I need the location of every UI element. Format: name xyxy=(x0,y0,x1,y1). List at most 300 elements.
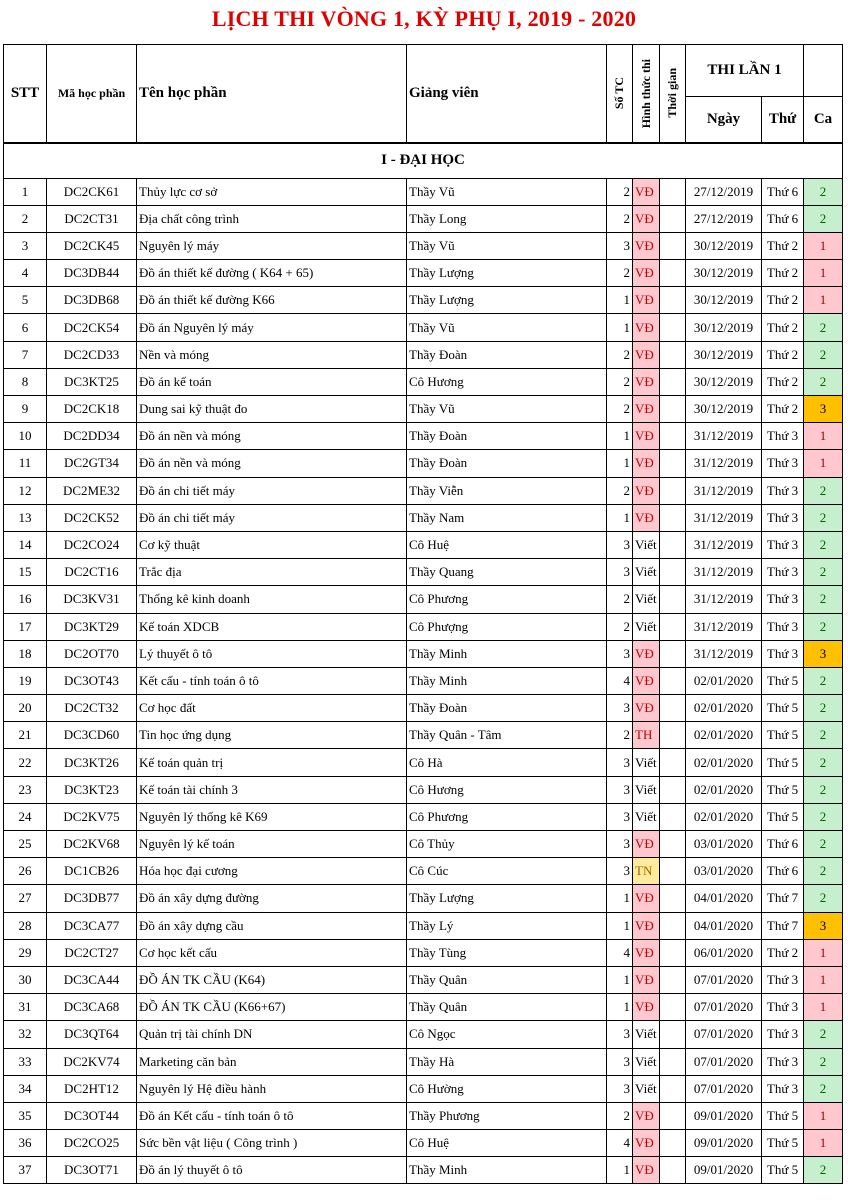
table-row xyxy=(4,695,843,722)
cell-giang-vien: Thầy Lượng xyxy=(407,287,607,314)
cell-so-tc: 1 xyxy=(607,423,633,450)
cell-thu: Thứ 2 xyxy=(762,939,804,966)
cell-ca: 1 xyxy=(804,450,843,477)
cell-ca: 2 xyxy=(804,885,843,912)
cell-giang-vien: Thầy Đoàn xyxy=(407,450,607,477)
cell-ngay: 31/12/2019 xyxy=(686,531,762,558)
cell-ma-hoc-phan: DC2KV68 xyxy=(47,831,137,858)
cell-thoi-gian xyxy=(660,831,686,858)
cell-hinh-thuc-thi: VĐ xyxy=(633,885,660,912)
cell-so-tc: 2 xyxy=(607,205,633,232)
cell-ca: 2 xyxy=(804,477,843,504)
cell-thoi-gian xyxy=(660,1157,686,1184)
cell-ma-hoc-phan: DC1CB26 xyxy=(47,858,137,885)
cell-thoi-gian xyxy=(660,776,686,803)
cell-stt: 6 xyxy=(4,314,47,341)
cell-so-tc: 1 xyxy=(607,885,633,912)
header-giang-vien: Giảng viên xyxy=(407,45,607,143)
cell-stt: 15 xyxy=(4,559,47,586)
cell-giang-vien: Cô Phượng xyxy=(407,613,607,640)
cell-ngay: 31/12/2019 xyxy=(686,586,762,613)
cell-hinh-thuc-thi: VĐ xyxy=(633,341,660,368)
table-row xyxy=(4,1048,843,1075)
cell-ca: 2 xyxy=(804,341,843,368)
cell-so-tc: 3 xyxy=(607,1075,633,1102)
cell-thu: Thứ 7 xyxy=(762,912,804,939)
cell-thu: Thứ 3 xyxy=(762,1048,804,1075)
cell-so-tc: 2 xyxy=(607,586,633,613)
cell-thoi-gian xyxy=(660,1048,686,1075)
cell-thu: Thứ 2 xyxy=(762,287,804,314)
cell-ma-hoc-phan: DC3OT43 xyxy=(47,667,137,694)
cell-hinh-thuc-thi: Viết xyxy=(633,1021,660,1048)
table-row xyxy=(4,314,843,341)
cell-ma-hoc-phan: DC3OT71 xyxy=(47,1157,137,1184)
cell-ca: 2 xyxy=(804,1021,843,1048)
table-row xyxy=(4,749,843,776)
cell-ten-hoc-phan: Đồ án kế toán xyxy=(137,368,407,395)
cell-stt: 27 xyxy=(4,885,47,912)
cell-stt: 8 xyxy=(4,368,47,395)
table-row xyxy=(4,178,843,205)
cell-ngay: 09/01/2020 xyxy=(686,1157,762,1184)
cell-ma-hoc-phan: DC2CO24 xyxy=(47,531,137,558)
cell-thu: Thứ 5 xyxy=(762,1157,804,1184)
cell-ten-hoc-phan: Nền và móng xyxy=(137,341,407,368)
cell-giang-vien: Thầy Minh xyxy=(407,640,607,667)
cell-ma-hoc-phan: DC3KV31 xyxy=(47,586,137,613)
cell-thu: Thứ 3 xyxy=(762,477,804,504)
cell-hinh-thuc-thi: Viết xyxy=(633,1075,660,1102)
cell-hinh-thuc-thi: VĐ xyxy=(633,1130,660,1157)
cell-ten-hoc-phan: Nguyên lý thống kê K69 xyxy=(137,803,407,830)
cell-so-tc: 1 xyxy=(607,287,633,314)
cell-hinh-thuc-thi: VĐ xyxy=(633,912,660,939)
cell-ten-hoc-phan: Nguyên lý kế toán xyxy=(137,831,407,858)
cell-thu: Thứ 3 xyxy=(762,559,804,586)
table-body xyxy=(4,143,843,1184)
cell-ten-hoc-phan: Kế toán XDCB xyxy=(137,613,407,640)
cell-so-tc: 4 xyxy=(607,1130,633,1157)
cell-thoi-gian xyxy=(660,205,686,232)
cell-stt: 29 xyxy=(4,939,47,966)
cell-stt: 10 xyxy=(4,423,47,450)
cell-hinh-thuc-thi: VĐ xyxy=(633,423,660,450)
cell-ten-hoc-phan: Đồ án nền và móng xyxy=(137,450,407,477)
cell-giang-vien: Thầy Long xyxy=(407,205,607,232)
cell-thoi-gian xyxy=(660,1075,686,1102)
cell-thu: Thứ 6 xyxy=(762,205,804,232)
cell-so-tc: 3 xyxy=(607,831,633,858)
cell-hinh-thuc-thi: Viết xyxy=(633,1048,660,1075)
cell-ngay: 02/01/2020 xyxy=(686,749,762,776)
cell-hinh-thuc-thi: VĐ xyxy=(633,1102,660,1129)
cell-hinh-thuc-thi: VĐ xyxy=(633,314,660,341)
cell-ca: 1 xyxy=(804,287,843,314)
cell-thoi-gian xyxy=(660,232,686,259)
cell-ma-hoc-phan: DC3DB68 xyxy=(47,287,137,314)
cell-so-tc: 3 xyxy=(607,1021,633,1048)
cell-ma-hoc-phan: DC3KT23 xyxy=(47,776,137,803)
cell-thoi-gian xyxy=(660,423,686,450)
cell-ca: 2 xyxy=(804,531,843,558)
cell-thu: Thứ 7 xyxy=(762,885,804,912)
cell-stt: 37 xyxy=(4,1157,47,1184)
cell-giang-vien: Thầy Vũ xyxy=(407,232,607,259)
cell-ma-hoc-phan: DC3CD60 xyxy=(47,722,137,749)
cell-ngay: 07/01/2020 xyxy=(686,1075,762,1102)
cell-ma-hoc-phan: DC3KT29 xyxy=(47,613,137,640)
cell-ca: 1 xyxy=(804,966,843,993)
cell-stt: 22 xyxy=(4,749,47,776)
header-blank xyxy=(804,45,843,97)
table-row xyxy=(4,423,843,450)
cell-giang-vien: Cô Hương xyxy=(407,776,607,803)
cell-hinh-thuc-thi: VĐ xyxy=(633,640,660,667)
cell-giang-vien: Thầy Viễn xyxy=(407,477,607,504)
table-row xyxy=(4,885,843,912)
table-row xyxy=(4,1075,843,1102)
cell-ma-hoc-phan: DC2DD34 xyxy=(47,423,137,450)
cell-hinh-thuc-thi: VĐ xyxy=(633,178,660,205)
cell-ngay: 02/01/2020 xyxy=(686,695,762,722)
table-row xyxy=(4,667,843,694)
cell-ten-hoc-phan: Hóa học đại cương xyxy=(137,858,407,885)
cell-stt: 23 xyxy=(4,776,47,803)
cell-ca: 2 xyxy=(804,314,843,341)
cell-ngay: 30/12/2019 xyxy=(686,396,762,423)
cell-thoi-gian xyxy=(660,260,686,287)
cell-ca: 2 xyxy=(804,1048,843,1075)
header-thi-lan-1: THI LẦN 1 xyxy=(686,45,804,97)
cell-so-tc: 1 xyxy=(607,1157,633,1184)
cell-hinh-thuc-thi: VĐ xyxy=(633,831,660,858)
cell-ca: 2 xyxy=(804,803,843,830)
cell-stt: 12 xyxy=(4,477,47,504)
cell-hinh-thuc-thi: VĐ xyxy=(633,1157,660,1184)
cell-giang-vien: Thầy Đoàn xyxy=(407,341,607,368)
cell-thu: Thứ 5 xyxy=(762,803,804,830)
cell-hinh-thuc-thi: Viết xyxy=(633,749,660,776)
cell-ca: 1 xyxy=(804,939,843,966)
cell-ma-hoc-phan: DC3KT25 xyxy=(47,368,137,395)
header-thu: Thứ xyxy=(762,97,804,143)
cell-so-tc: 3 xyxy=(607,531,633,558)
cell-stt: 5 xyxy=(4,287,47,314)
cell-ten-hoc-phan: Dung sai kỹ thuật đo xyxy=(137,396,407,423)
cell-ngay: 09/01/2020 xyxy=(686,1130,762,1157)
table-row xyxy=(4,287,843,314)
cell-hinh-thuc-thi: VĐ xyxy=(633,939,660,966)
header-stt: STT xyxy=(4,45,47,143)
cell-ngay: 02/01/2020 xyxy=(686,776,762,803)
section-title: I - ĐẠI HỌC xyxy=(4,143,843,179)
cell-stt: 31 xyxy=(4,994,47,1021)
cell-hinh-thuc-thi: TN xyxy=(633,858,660,885)
cell-thoi-gian xyxy=(660,504,686,531)
cell-ten-hoc-phan: Cơ học đất xyxy=(137,695,407,722)
table-row xyxy=(4,450,843,477)
table-row xyxy=(4,912,843,939)
cell-so-tc: 4 xyxy=(607,939,633,966)
cell-thu: Thứ 3 xyxy=(762,1075,804,1102)
cell-hinh-thuc-thi: VĐ xyxy=(633,205,660,232)
cell-thoi-gian xyxy=(660,640,686,667)
table-row xyxy=(4,341,843,368)
table-row xyxy=(4,260,843,287)
cell-thoi-gian xyxy=(660,722,686,749)
cell-stt: 17 xyxy=(4,613,47,640)
table-row xyxy=(4,531,843,558)
cell-ten-hoc-phan: Nguyên lý máy xyxy=(137,232,407,259)
cell-so-tc: 2 xyxy=(607,368,633,395)
cell-ca: 1 xyxy=(804,423,843,450)
cell-thoi-gian xyxy=(660,178,686,205)
cell-so-tc: 1 xyxy=(607,912,633,939)
header-so-tc: Số TC xyxy=(607,45,633,143)
cell-ma-hoc-phan: DC2CK45 xyxy=(47,232,137,259)
cell-stt: 33 xyxy=(4,1048,47,1075)
table-row xyxy=(4,559,843,586)
cell-thu: Thứ 3 xyxy=(762,531,804,558)
cell-ca: 1 xyxy=(804,1102,843,1129)
cell-stt: 18 xyxy=(4,640,47,667)
cell-stt: 32 xyxy=(4,1021,47,1048)
header-ma-hoc-phan: Mã học phần xyxy=(47,45,137,143)
cell-stt: 9 xyxy=(4,396,47,423)
cell-thu: Thứ 6 xyxy=(762,858,804,885)
cell-hinh-thuc-thi: VĐ xyxy=(633,994,660,1021)
section-row xyxy=(4,143,843,179)
cell-ten-hoc-phan: Trắc địa xyxy=(137,559,407,586)
cell-hinh-thuc-thi: VĐ xyxy=(633,695,660,722)
cell-so-tc: 1 xyxy=(607,314,633,341)
cell-ma-hoc-phan: DC2ME32 xyxy=(47,477,137,504)
cell-giang-vien: Thầy Quân xyxy=(407,994,607,1021)
cell-giang-vien: Thầy Đoàn xyxy=(407,423,607,450)
cell-thu: Thứ 2 xyxy=(762,341,804,368)
cell-ten-hoc-phan: Sức bền vật liệu ( Công trình ) xyxy=(137,1130,407,1157)
cell-ten-hoc-phan: Kết cấu - tính toán ô tô xyxy=(137,667,407,694)
cell-ma-hoc-phan: DC3CA44 xyxy=(47,966,137,993)
table-row xyxy=(4,939,843,966)
cell-hinh-thuc-thi: Viết xyxy=(633,613,660,640)
cell-giang-vien: Thầy Quang xyxy=(407,559,607,586)
cell-ca: 2 xyxy=(804,613,843,640)
cell-so-tc: 2 xyxy=(607,722,633,749)
cell-thu: Thứ 5 xyxy=(762,1102,804,1129)
cell-thu: Thứ 2 xyxy=(762,368,804,395)
cell-so-tc: 3 xyxy=(607,559,633,586)
cell-giang-vien: Cô Hương xyxy=(407,368,607,395)
cell-stt: 36 xyxy=(4,1130,47,1157)
cell-giang-vien: Thầy Đoàn xyxy=(407,695,607,722)
cell-stt: 16 xyxy=(4,586,47,613)
cell-ngay: 27/12/2019 xyxy=(686,178,762,205)
cell-ngay: 04/01/2020 xyxy=(686,912,762,939)
cell-so-tc: 3 xyxy=(607,858,633,885)
cell-thoi-gian xyxy=(660,1021,686,1048)
cell-stt: 2 xyxy=(4,205,47,232)
cell-ma-hoc-phan: DC2CD33 xyxy=(47,341,137,368)
cell-ngay: 07/01/2020 xyxy=(686,966,762,993)
table-row xyxy=(4,722,843,749)
cell-ma-hoc-phan: DC2CT31 xyxy=(47,205,137,232)
cell-giang-vien: Cô Cúc xyxy=(407,858,607,885)
cell-hinh-thuc-thi: Viết xyxy=(633,586,660,613)
cell-ma-hoc-phan: DC2CT16 xyxy=(47,559,137,586)
cell-so-tc: 2 xyxy=(607,396,633,423)
cell-ngay: 09/01/2020 xyxy=(686,1102,762,1129)
cell-stt: 19 xyxy=(4,667,47,694)
cell-thu: Thứ 5 xyxy=(762,1130,804,1157)
cell-ten-hoc-phan: Nguyên lý Hệ điều hành xyxy=(137,1075,407,1102)
cell-thu: Thứ 5 xyxy=(762,695,804,722)
cell-stt: 21 xyxy=(4,722,47,749)
cell-thu: Thứ 3 xyxy=(762,640,804,667)
cell-ten-hoc-phan: Đồ án chi tiết máy xyxy=(137,504,407,531)
cell-so-tc: 2 xyxy=(607,477,633,504)
cell-hinh-thuc-thi: Viết xyxy=(633,559,660,586)
cell-giang-vien: Thầy Lý xyxy=(407,912,607,939)
cell-ma-hoc-phan: DC2KV75 xyxy=(47,803,137,830)
cell-stt: 24 xyxy=(4,803,47,830)
table-row xyxy=(4,1130,843,1157)
cell-ten-hoc-phan: Quản trị tài chính DN xyxy=(137,1021,407,1048)
cell-ten-hoc-phan: Cơ học kết cấu xyxy=(137,939,407,966)
cell-ca: 3 xyxy=(804,396,843,423)
cell-ma-hoc-phan: DC3OT44 xyxy=(47,1102,137,1129)
cell-so-tc: 1 xyxy=(607,966,633,993)
cell-ca: 1 xyxy=(804,260,843,287)
cell-thoi-gian xyxy=(660,667,686,694)
cell-thoi-gian xyxy=(660,966,686,993)
cell-giang-vien: Cô Phương xyxy=(407,803,607,830)
cell-ma-hoc-phan: DC2CT27 xyxy=(47,939,137,966)
cell-thoi-gian xyxy=(660,341,686,368)
table-row xyxy=(4,640,843,667)
cell-hinh-thuc-thi: VĐ xyxy=(633,260,660,287)
cell-stt: 7 xyxy=(4,341,47,368)
cell-hinh-thuc-thi: VĐ xyxy=(633,287,660,314)
cell-ma-hoc-phan: DC3CA77 xyxy=(47,912,137,939)
cell-ma-hoc-phan: DC2CO25 xyxy=(47,1130,137,1157)
header-ca: Ca xyxy=(804,97,843,143)
cell-ca: 2 xyxy=(804,749,843,776)
cell-thoi-gian xyxy=(660,531,686,558)
cell-thu: Thứ 5 xyxy=(762,667,804,694)
cell-thoi-gian xyxy=(660,749,686,776)
cell-so-tc: 3 xyxy=(607,776,633,803)
cell-ma-hoc-phan: DC3KT26 xyxy=(47,749,137,776)
cell-stt: 30 xyxy=(4,966,47,993)
cell-so-tc: 2 xyxy=(607,341,633,368)
cell-ca: 2 xyxy=(804,178,843,205)
cell-ten-hoc-phan: Kế toán quản trị xyxy=(137,749,407,776)
cell-giang-vien: Thầy Lượng xyxy=(407,260,607,287)
cell-hinh-thuc-thi: VĐ xyxy=(633,368,660,395)
table-row xyxy=(4,831,843,858)
cell-ten-hoc-phan: Thống kê kinh doanh xyxy=(137,586,407,613)
cell-ngay: 07/01/2020 xyxy=(686,994,762,1021)
cell-ma-hoc-phan: DC2CK54 xyxy=(47,314,137,341)
cell-thoi-gian xyxy=(660,858,686,885)
cell-thoi-gian xyxy=(660,885,686,912)
cell-ten-hoc-phan: Lý thuyết ô tô xyxy=(137,640,407,667)
cell-thu: Thứ 2 xyxy=(762,260,804,287)
cell-thu: Thứ 3 xyxy=(762,504,804,531)
cell-giang-vien: Cô Thủy xyxy=(407,831,607,858)
cell-so-tc: 1 xyxy=(607,504,633,531)
cell-so-tc: 3 xyxy=(607,640,633,667)
cell-thu: Thứ 2 xyxy=(762,314,804,341)
table-row xyxy=(4,613,843,640)
cell-ma-hoc-phan: DC2CK61 xyxy=(47,178,137,205)
cell-ten-hoc-phan: Kế toán tài chính 3 xyxy=(137,776,407,803)
cell-ma-hoc-phan: DC3CA68 xyxy=(47,994,137,1021)
cell-giang-vien: Thầy Phương xyxy=(407,1102,607,1129)
cell-so-tc: 3 xyxy=(607,695,633,722)
cell-hinh-thuc-thi: Viết xyxy=(633,776,660,803)
cell-ma-hoc-phan: DC2CK52 xyxy=(47,504,137,531)
cell-giang-vien: Cô Huệ xyxy=(407,1130,607,1157)
cell-ca: 2 xyxy=(804,504,843,531)
cell-ngay: 03/01/2020 xyxy=(686,831,762,858)
cell-ngay: 27/12/2019 xyxy=(686,205,762,232)
cell-ten-hoc-phan: Đồ án lý thuyết ô tô xyxy=(137,1157,407,1184)
cell-ma-hoc-phan: DC3DB77 xyxy=(47,885,137,912)
cell-giang-vien: Cô Phương xyxy=(407,586,607,613)
cell-thu: Thứ 3 xyxy=(762,450,804,477)
cell-giang-vien: Thầy Nam xyxy=(407,504,607,531)
cell-thoi-gian xyxy=(660,1130,686,1157)
cell-ngay: 30/12/2019 xyxy=(686,314,762,341)
cell-ngay: 06/01/2020 xyxy=(686,939,762,966)
cell-so-tc: 3 xyxy=(607,749,633,776)
cell-ca: 2 xyxy=(804,858,843,885)
cell-stt: 3 xyxy=(4,232,47,259)
cell-ngay: 02/01/2020 xyxy=(686,803,762,830)
cell-ca: 2 xyxy=(804,667,843,694)
cell-ca: 2 xyxy=(804,1157,843,1184)
cell-ten-hoc-phan: ĐỒ ÁN TK CẦU (K66+67) xyxy=(137,994,407,1021)
header-ngay: Ngày xyxy=(686,97,762,143)
table-row xyxy=(4,205,843,232)
table-row xyxy=(4,966,843,993)
table-row xyxy=(4,1102,843,1129)
cell-ca: 1 xyxy=(804,232,843,259)
cell-thoi-gian xyxy=(660,477,686,504)
cell-thoi-gian xyxy=(660,803,686,830)
cell-thoi-gian xyxy=(660,396,686,423)
cell-giang-vien: Cô Ngọc xyxy=(407,1021,607,1048)
cell-ten-hoc-phan: Đồ án Kết cấu - tính toán ô tô xyxy=(137,1102,407,1129)
cell-so-tc: 2 xyxy=(607,260,633,287)
table-row xyxy=(4,1021,843,1048)
cell-ca: 2 xyxy=(804,586,843,613)
cell-stt: 34 xyxy=(4,1075,47,1102)
cell-thoi-gian xyxy=(660,287,686,314)
cell-ngay: 30/12/2019 xyxy=(686,341,762,368)
table-row xyxy=(4,477,843,504)
table-row xyxy=(4,858,843,885)
cell-so-tc: 1 xyxy=(607,450,633,477)
cell-stt: 28 xyxy=(4,912,47,939)
cell-ngay: 31/12/2019 xyxy=(686,559,762,586)
cell-stt: 20 xyxy=(4,695,47,722)
cell-ngay: 02/01/2020 xyxy=(686,667,762,694)
cell-giang-vien: Thầy Minh xyxy=(407,1157,607,1184)
